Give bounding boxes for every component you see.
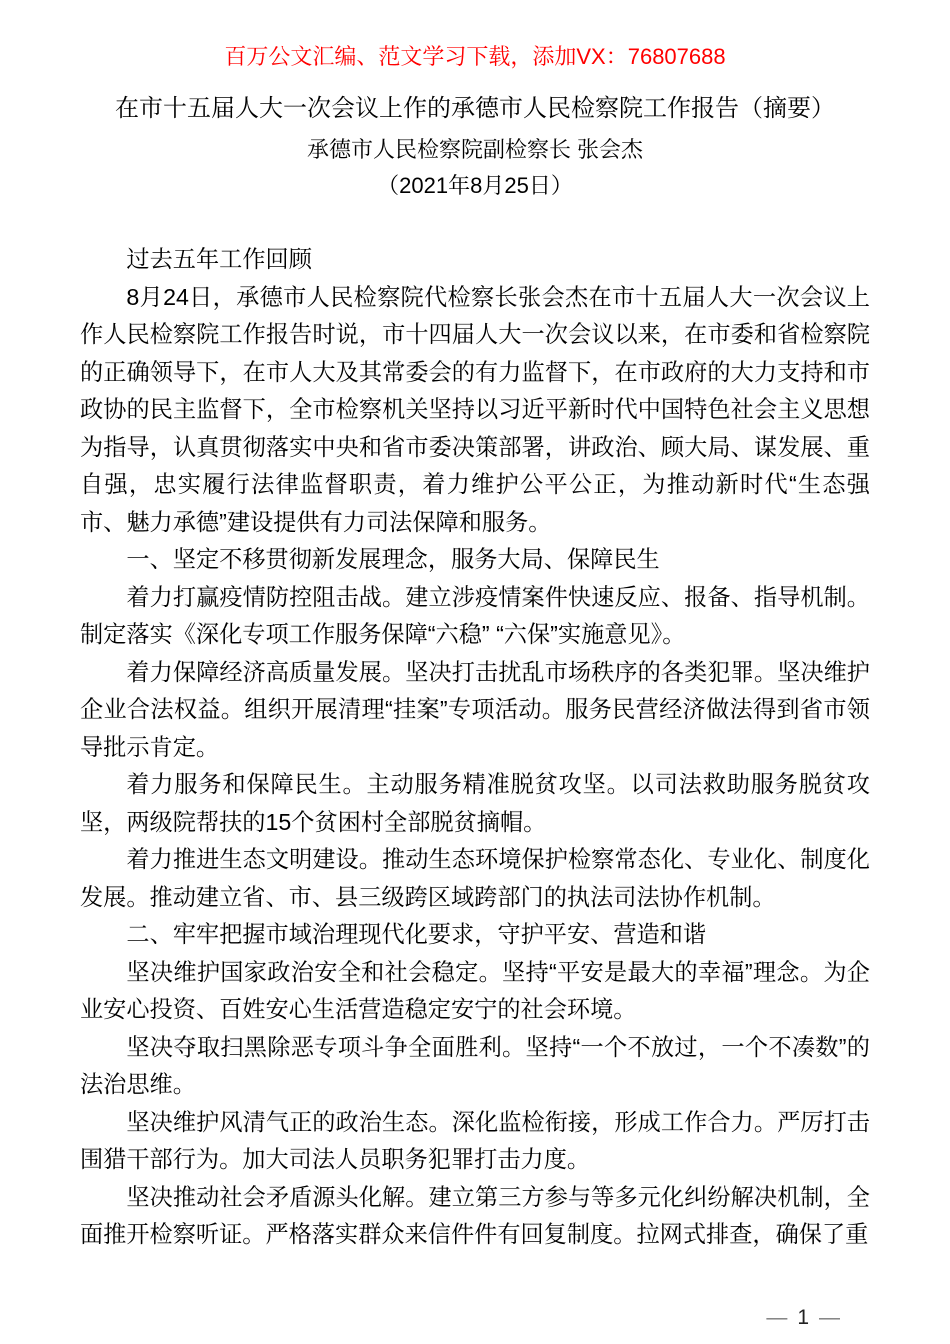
- paragraph: 着力推进生态文明建设。推动生态环境保护检察常态化、专业化、制度化发展。推动建立省、市、县三级跨区域跨部门的执法司法协作机制。: [80, 846, 870, 910]
- document-author: 承德市人民检察院副检察长 张会杰: [306, 137, 644, 162]
- paragraph: 8月24日，承德市人民检察院代检察长张会杰在市十五届人大一次会议上作人民检察院工作报告时说，市十四届人大一次会议以来，在市委和省检察院的正确领导下，在市人大及其常委会的有力监督下，在市政府的大力支持和市政协的民主监督下，全市检察机关坚持以习近平新时代中国特色社会主义思想为指导，认真贯彻落实中央和省市委决策部署，讲政治、顾大局、谋发展、重自强，忠实履行法律监督职责，着力维护公平公正，为推动新时代“生态强市、魅力承德”建设提供有力司法保障和服务。: [80, 283, 870, 535]
- page-number: [756, 1307, 850, 1328]
- paragraph: 着力保障经济高质量发展。坚决打击扰乱市场秩序的各类犯罪。坚决维护企业合法权益。组织开展清理“挂案”专项活动。服务民营经济做法得到省市领导批示肯定。: [80, 658, 870, 760]
- paragraph: 坚决夺取扫黑除恶专项斗争全面胜利。坚持“一个不放过，一个不凑数”的法治思维。: [80, 1033, 870, 1097]
- paragraph: 着力打赢疫情防控阻击战。建立涉疫情案件快速反应、报备、指导机制。制定落实《深化专项工作服务保障“六稳” “六保”实施意见》。: [80, 583, 870, 647]
- paragraph: 坚决推动社会矛盾源头化解。建立第三方参与等多元化纠纷解决机制，全面推开检察听证。严格落实群众来信件件有回复制度。拉网式排查，确保了重: [80, 1183, 870, 1247]
- section-heading: 一、坚定不移贯彻新发展理念，服务大局、保障民生: [126, 546, 660, 572]
- document-title: 在市十五届人大一次会议上作的承德市人民检察院工作报告（摘要）: [115, 95, 835, 122]
- section-subhead: 过去五年工作回顾: [126, 246, 312, 272]
- paragraph: 着力服务和保障民生。主动服务精准脱贫攻坚。以司法救助服务脱贫攻坚，两级院帮扶的15个贫困村全部脱贫摘帽。: [80, 771, 870, 835]
- document-body: [80, 241, 870, 1254]
- watermark-banner: 百万公文汇编、范文学习下载，添加VX：76807688: [224, 44, 726, 69]
- paragraph: 坚决维护风清气正的政治生态。深化监检衔接，形成工作合力。严厉打击围猎干部行为。加大司法人员职务犯罪打击力度。: [80, 1108, 870, 1172]
- section-heading: 二、牢牢把握市域治理现代化要求，守护平安、营造和谐: [126, 921, 707, 947]
- page-number-value: 1: [797, 1306, 809, 1329]
- page-dash-right: —: [819, 1306, 840, 1329]
- page-dash-left: —: [766, 1306, 788, 1329]
- document-date: （2021年8月25日）: [377, 173, 573, 198]
- paragraph: 坚决维护国家政治安全和社会稳定。坚持“平安是最大的幸福”理念。为企业安心投资、百姓安心生活营造稳定安宁的社会环境。: [80, 958, 870, 1022]
